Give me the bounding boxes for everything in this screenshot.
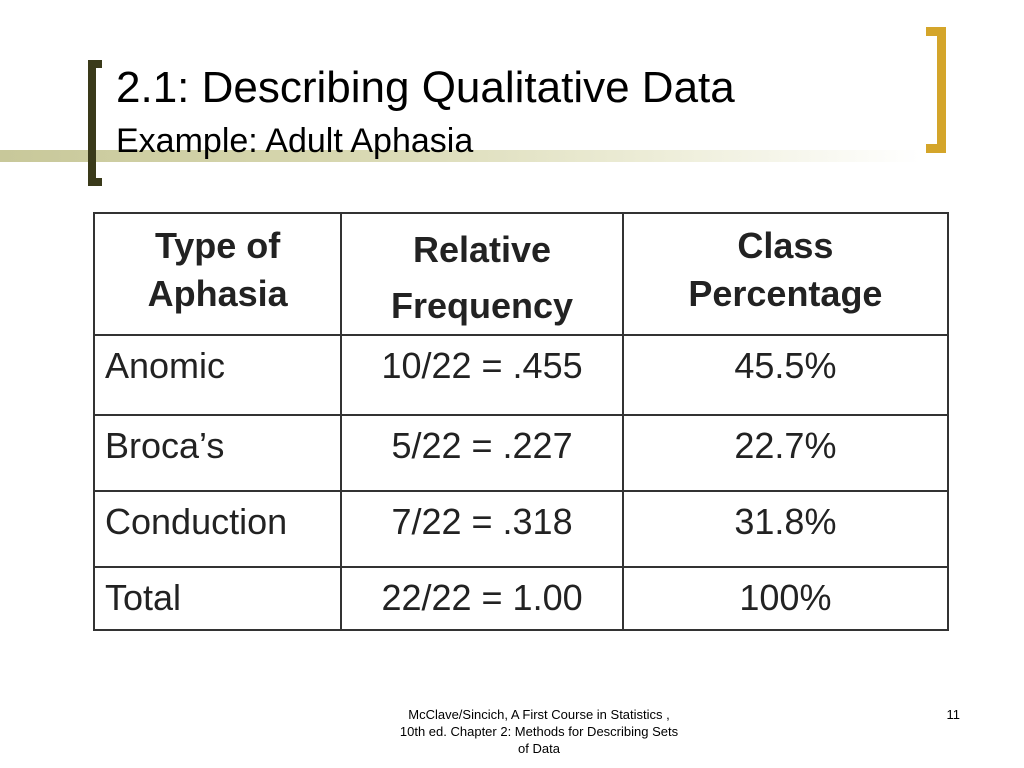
slide-footer: [380, 706, 698, 757]
left-bracket-decoration: [88, 60, 102, 186]
header-line: Percentage: [688, 273, 883, 314]
footer-line: 10th ed. Chapter 2: Methods for Describing Sets: [399, 724, 679, 739]
cell-type: Broca’s: [94, 415, 341, 491]
header-line: Relative: [412, 229, 552, 270]
page-number: 11: [946, 707, 960, 722]
cell-type: Anomic: [94, 335, 341, 415]
footer-line: of Data: [518, 741, 560, 756]
cell-type: Total: [94, 567, 341, 630]
slide-title: 2.1: Describing Qualitative Data: [116, 63, 735, 112]
header-type-of-aphasia: [94, 213, 341, 335]
footer-line: McClave/Sincich, A First Course in Statistics ,: [408, 707, 670, 722]
slide-subtitle: Example: Adult Aphasia: [116, 122, 474, 160]
header-line: Frequency: [391, 285, 574, 326]
table-row: [94, 335, 948, 415]
cell-class-percentage: 31.8%: [623, 491, 948, 567]
cell-class-percentage: 45.5%: [623, 335, 948, 415]
header-class-percentage: [623, 213, 948, 335]
table-row: [94, 415, 948, 491]
header-relative-frequency: [341, 213, 623, 335]
cell-type: Conduction: [94, 491, 341, 567]
header-line: Class: [737, 225, 834, 266]
cell-relative-frequency: 7/22 = .318: [341, 491, 623, 567]
cell-class-percentage: 22.7%: [623, 415, 948, 491]
right-bracket-decoration: [926, 27, 946, 153]
cell-relative-frequency: 10/22 = .455: [341, 335, 623, 415]
table-header-row: [94, 213, 948, 335]
table-row-total: [94, 567, 948, 630]
cell-relative-frequency: 22/22 = 1.00: [341, 567, 623, 630]
header-line: Type of: [154, 225, 281, 266]
cell-relative-frequency: 5/22 = .227: [341, 415, 623, 491]
table-row: [94, 491, 948, 567]
aphasia-table: [93, 212, 949, 631]
header-line: Aphasia: [147, 273, 288, 314]
cell-class-percentage: 100%: [623, 567, 948, 630]
